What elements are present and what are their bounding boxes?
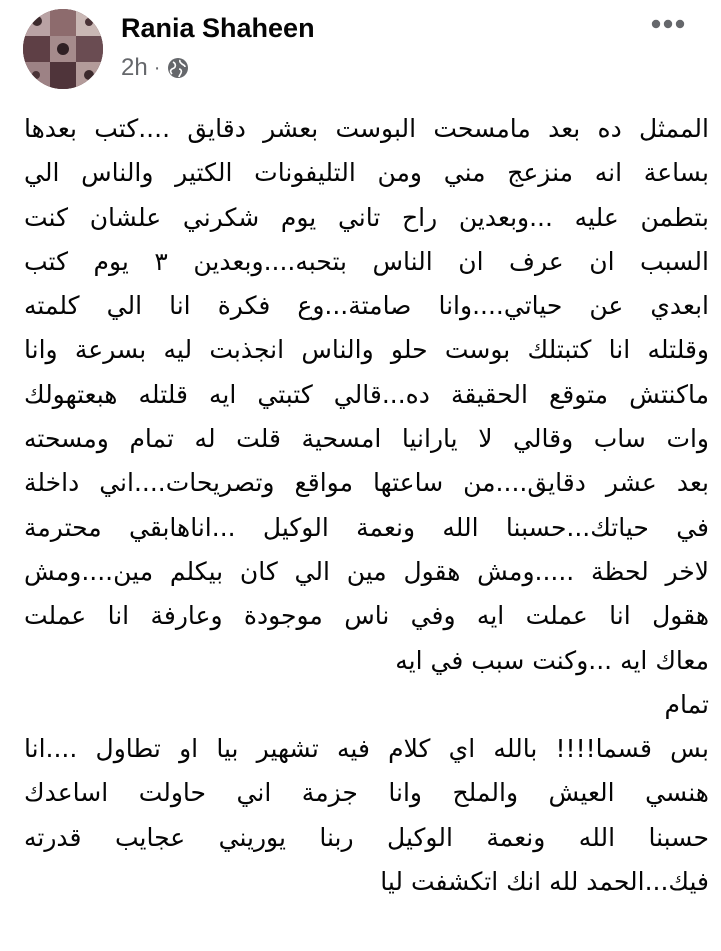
post-meta bbox=[121, 52, 190, 84]
post-text-line: معاك ايه ...وكنت سبب في ايه bbox=[395, 645, 709, 675]
post-text-line: حسبنا الله ونعمة الوكيل ربنا يوريني عجايب قدرته bbox=[24, 822, 709, 852]
post-text-line: تمام bbox=[664, 689, 709, 719]
post-text-line: فيك...الحمد لله انك اتكشفت ليا bbox=[380, 867, 709, 897]
more-horizontal-icon bbox=[650, 18, 686, 30]
post-text-line: بساعة انه منزعج مني ومن التليفونات الكتير والناس الي bbox=[24, 158, 709, 188]
avatar-image bbox=[23, 9, 103, 89]
meta-separator: · bbox=[153, 57, 161, 79]
author-name[interactable]: Rania Shaheen bbox=[121, 13, 315, 43]
post-text-line: الممثل ده بعد مامسحت البوست بعشر دقايق ....كتب بعدها bbox=[24, 114, 709, 143]
post-text-line: هقول انا عملت ايه وفي ناس موجودة وعارفة انا عملت bbox=[24, 601, 709, 631]
avatar[interactable] bbox=[23, 9, 103, 89]
post-text-line: وقلتله انا كتبتلك بوست حلو والناس انجذبت ليه بسرعة وانا bbox=[24, 335, 709, 365]
more-options-button[interactable] bbox=[644, 6, 692, 42]
post-text-line: بتطمن عليه ...وبعدين راح تاني يوم شكرني علشان كنت bbox=[24, 202, 709, 232]
post-text-line: ابعدي عن حياتي....وانا صامتة...وع فكرة انا الي كلمته bbox=[24, 291, 709, 321]
post-text-line: بعد عشر دقايق....من ساعتها مواقع وتصريحات....اني داخلة bbox=[24, 468, 709, 498]
post-text-line: وات ساب وقالي لا يارانيا امسحية قلت له تمام ومسحته bbox=[24, 424, 709, 454]
post-timestamp[interactable]: 2h bbox=[121, 54, 148, 81]
post-text-line: في حياتك...حسبنا الله ونعمة الوكيل ...اناهابقي محترمة bbox=[24, 512, 709, 542]
post-text-line: ماكنتش متوقع الحقيقة ده...قالي كتبتي ايه قلتله هبعتهولك bbox=[24, 379, 709, 409]
post-text-line: بس قسما!!!! بالله اي كلام فيه تشهير بيا او تطاول ....انا bbox=[24, 734, 709, 764]
post-text-line: هنسي العيش والملح وانا جزمة اني حاولت اساعدك bbox=[24, 778, 709, 808]
post-text-line: لاخر لحظة .....ومش هقول مين الي كان بيكلم مين....ومش bbox=[24, 556, 709, 586]
globe-icon[interactable] bbox=[166, 56, 190, 80]
post-text-line: السبب ان عرف ان الناس بتحبه....وبعدين ٣ يوم كتب bbox=[24, 246, 709, 276]
post-header bbox=[0, 0, 721, 100]
post-text bbox=[24, 107, 709, 904]
